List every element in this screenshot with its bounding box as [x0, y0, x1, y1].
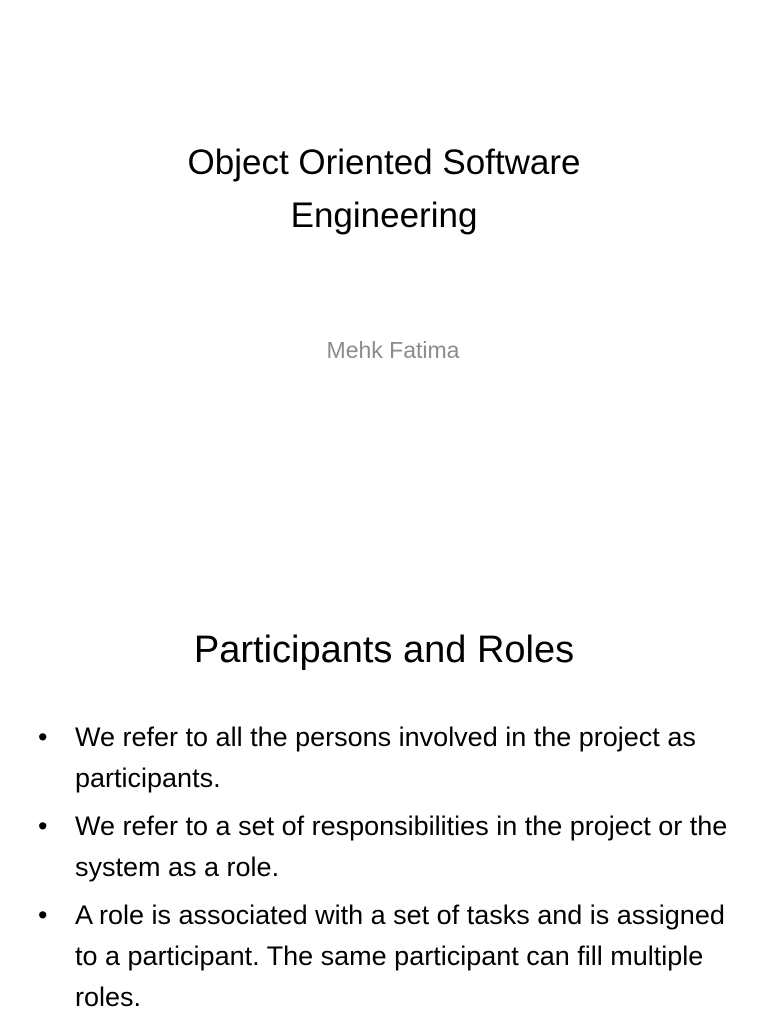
bullet-text: A role is associated with a set of tasks and is assigned to a participant. The same participant can fill multiple roles.: [75, 900, 725, 1012]
title-line-2: Engineering: [290, 196, 478, 235]
content-slide: [0, 576, 768, 1024]
title-line-1: Object Oriented Software: [187, 143, 581, 182]
bullet-icon: •: [38, 900, 48, 930]
bullet-icon: •: [38, 811, 48, 841]
presentation-title: [0, 136, 768, 242]
author-subtitle: Mehk Fatima: [326, 337, 460, 363]
bullet-icon: •: [38, 722, 48, 752]
bullet-text: We refer to all the persons involved in the project as participants.: [75, 722, 696, 793]
bullet-item: [38, 717, 738, 799]
slide-title: Participants and Roles: [193, 629, 575, 671]
bullet-item: [38, 895, 738, 1018]
bullet-text: We refer to a set of responsibilities in the project or the system as a role.: [75, 811, 728, 882]
bullet-list: [38, 717, 738, 1024]
bullet-item: [38, 806, 738, 888]
